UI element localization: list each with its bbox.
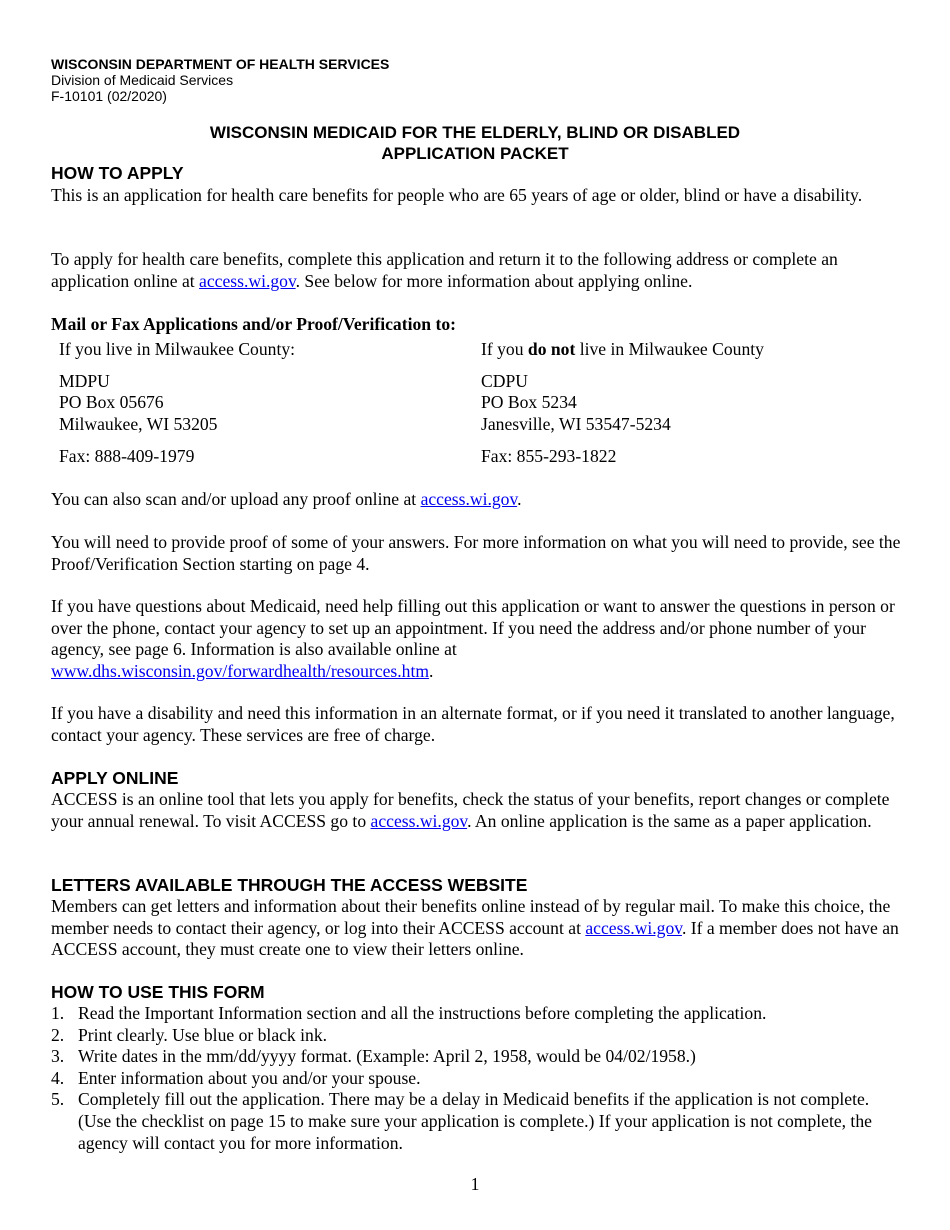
apply-online-access-link[interactable]: access.wi.gov — [370, 810, 468, 831]
letters-access-link[interactable]: access.wi.gov — [585, 917, 682, 938]
instructions-list — [51, 1003, 901, 1154]
questions-paragraph — [51, 596, 901, 682]
apply-online-heading: APPLY ONLINE — [51, 768, 179, 788]
letters-text-before: Members can get letters and information about their benefits online instead of by regular mail. To make this choice, the member needs to contact their agency, or log into their ACCESS account at — [51, 896, 891, 938]
other-label-before: If you — [481, 339, 528, 359]
title-line-2: APPLICATION PACKET — [381, 144, 569, 163]
other-county-name: CDPU — [481, 370, 528, 391]
how-to-apply-paragraph — [51, 249, 901, 292]
access-link[interactable]: access.wi.gov — [199, 270, 296, 291]
instruction-item — [51, 1089, 901, 1154]
instruction-item — [51, 1025, 901, 1047]
apply-online-text-after: . An online application is the same as a paper application. — [467, 810, 872, 831]
instruction-text: Read the Important Information section and all the instructions before completing the application. — [78, 1003, 767, 1023]
division-name: Division of Medicaid Services — [51, 72, 234, 88]
instruction-number: 1. — [51, 1003, 65, 1023]
letters-text-after: . If a member does not have an ACCESS account, they must create one to view their letters online. — [51, 917, 899, 960]
department-name: WISCONSIN DEPARTMENT OF HEALTH SERVICES — [51, 56, 390, 72]
document-title — [0, 122, 950, 164]
title-line-1: WISCONSIN MEDICAID FOR THE ELDERLY, BLIND OR DISABLED — [209, 123, 741, 142]
instruction-text: Write dates in the mm/dd/yyyy format. (Example: April 2, 1958, would be 04/02/1958.) — [78, 1046, 696, 1067]
milwaukee-address-block — [59, 339, 295, 468]
letters-paragraph — [51, 896, 901, 961]
mail-fax-heading: Mail or Fax Applications and/or Proof/Verification to: — [51, 314, 456, 334]
instruction-text: Print clearly. Use blue or black ink. — [78, 1024, 328, 1045]
other-label-bold: do not — [527, 339, 576, 359]
instruction-number: 2. — [51, 1024, 65, 1045]
form-number: F-10101 (02/2020) — [51, 88, 167, 104]
instruction-item — [51, 1046, 901, 1068]
other-county-address-block — [481, 339, 764, 468]
disability-paragraph: If you have a disability and need this information in an alternate format, or if you need it translated to another language, contact your agency. These services are free of charge. — [51, 703, 895, 745]
other-county-fax: Fax: 855-293-1822 — [481, 446, 617, 467]
apply-text-before: To apply for health care benefits, complete this application and return it to the following address or complete an application online at — [51, 249, 838, 291]
proof-paragraph: You will need to provide proof of some of your answers. For more information on what you will need to provide, see the Proof/Verification Section starting on page 4. — [51, 532, 901, 574]
milwaukee-city: Milwaukee, WI 53205 — [59, 413, 218, 434]
other-label-after: live in Milwaukee County — [575, 339, 764, 359]
scan-text-before: You can also scan and/or upload any proof online at — [51, 489, 421, 509]
other-county-label — [481, 339, 764, 361]
letters-heading: LETTERS AVAILABLE THROUGH THE ACCESS WEBSITE — [51, 875, 528, 895]
page-number: 1 — [470, 1174, 480, 1194]
instruction-number: 5. — [51, 1089, 65, 1110]
milwaukee-box: PO Box 05676 — [59, 392, 164, 413]
other-county-box: PO Box 5234 — [481, 392, 577, 413]
instruction-item — [51, 1068, 901, 1090]
scan-access-link[interactable]: access.wi.gov — [420, 489, 518, 509]
questions-text: If you have questions about Medicaid, need help filling out this application or want to answer the questions in person or over the phone, contact your agency to set up an appointment. If you need the address and/or phone number of your agency, see page 6. Information is also available online at — [51, 596, 895, 660]
apply-online-text-before: ACCESS is an online tool that lets you apply for benefits, check the status of your benefits, report changes or complete your annual renewal. To visit ACCESS go to — [51, 789, 890, 831]
milwaukee-fax: Fax: 888-409-1979 — [59, 446, 195, 467]
apply-text-after: . See below for more information about applying online. — [295, 270, 693, 291]
instruction-item — [51, 1003, 901, 1025]
instruction-text: Completely fill out the application. There may be a delay in Medicaid benefits if the application is not complete. (Use the checklist on page 15 to make sure your application is complete.) If your application is not complete, the agency will contact you for more information. — [78, 1089, 872, 1153]
scan-text-after: . — [517, 489, 522, 509]
dhs-resources-link[interactable]: www.dhs.wisconsin.gov/forwardhealth/resources.htm — [51, 660, 430, 681]
milwaukee-label: If you live in Milwaukee County: — [59, 339, 296, 359]
how-to-apply-heading: HOW TO APPLY — [51, 163, 184, 183]
instruction-number: 4. — [51, 1067, 65, 1088]
how-to-apply-intro: This is an application for health care benefits for people who are 65 years of age or older, blind or have a disability. — [51, 185, 863, 205]
other-county-city: Janesville, WI 53547-5234 — [481, 413, 671, 434]
how-to-use-heading: HOW TO USE THIS FORM — [51, 982, 265, 1002]
milwaukee-name: MDPU — [59, 370, 110, 391]
questions-text-after: . — [429, 660, 434, 681]
apply-online-paragraph — [51, 789, 901, 832]
instruction-number: 3. — [51, 1046, 65, 1067]
document-header — [51, 56, 389, 104]
instruction-text: Enter information about you and/or your spouse. — [78, 1067, 421, 1088]
scan-upload-paragraph — [51, 489, 901, 511]
